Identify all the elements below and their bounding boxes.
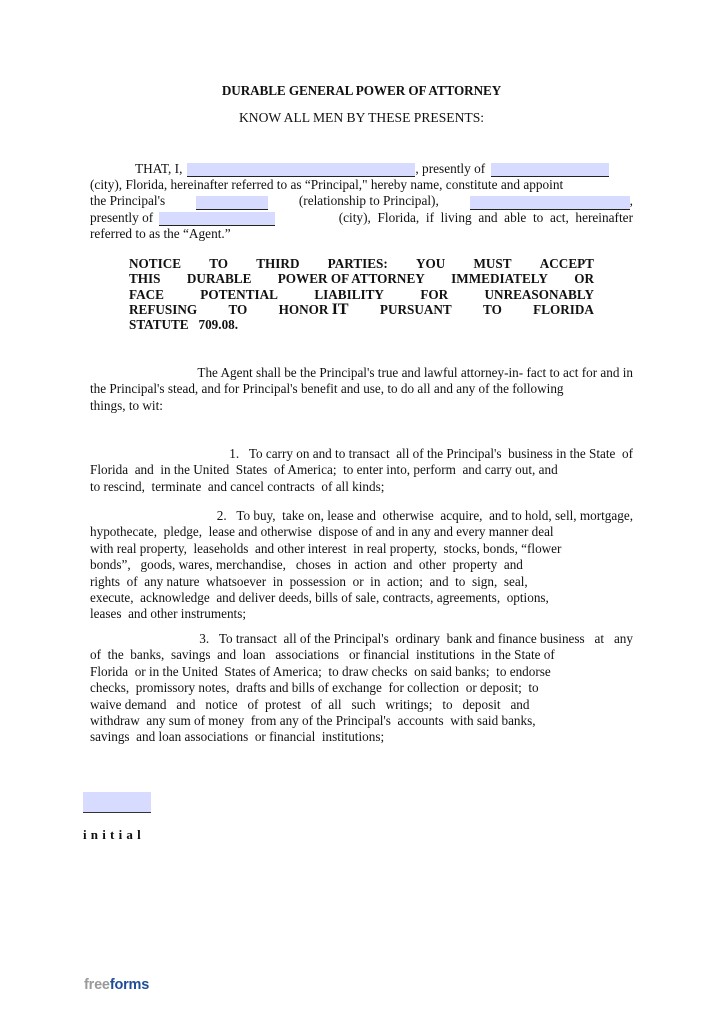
item-line	[90, 508, 633, 524]
power-item-3	[90, 631, 633, 746]
notice-word: PARTIES:	[327, 256, 388, 271]
notice-word: HONOR	[278, 301, 329, 317]
item-text: Florida or in the United States of America; to draw checks on said banks; to endorse	[90, 663, 551, 679]
notice-line-5	[129, 317, 594, 332]
intro-text-4: (city), Florida, if living and able to act, hereinafter	[338, 209, 633, 225]
brand-free: free	[84, 977, 110, 993]
intro-line-4	[90, 210, 633, 226]
item-line	[90, 680, 633, 696]
intro-comma: ,	[629, 193, 633, 209]
initial-label: initial	[83, 827, 145, 842]
intro-line-1	[90, 161, 633, 177]
notice-honor-it	[279, 302, 349, 317]
notice-to-third-parties	[129, 256, 594, 332]
agent-text: the Principal's stead, and for Principal's benefit and use, to do all and any of the following	[90, 381, 564, 397]
document-subtitle: KNOW ALL MEN BY THESE PRESENTS:	[238, 110, 485, 125]
notice-word: TO	[483, 301, 502, 317]
item-line	[90, 697, 633, 713]
notice-line-4	[129, 302, 594, 317]
item-line	[90, 713, 633, 729]
notice-word: REFUSING	[129, 301, 198, 317]
notice-word: FLORIDA	[533, 301, 594, 317]
power-item-2	[90, 508, 633, 623]
notice-word: THIRD	[256, 256, 300, 271]
item-text: leases and other instruments;	[90, 606, 247, 622]
initial-field[interactable]	[83, 792, 151, 813]
item-text: hypothecate, pledge, lease and otherwise dispose of and in any and every manner deal	[90, 524, 554, 540]
intro-line-3	[90, 193, 633, 209]
item-text: checks, promissory notes, drafts and bills of exchange for collection or deposit; to	[90, 680, 539, 696]
item-text: savings and loan associations or financial institutions;	[90, 729, 385, 745]
notice-word-it: IT	[331, 300, 349, 318]
item-text: with real property, leaseholds and other interest in real property, stocks, bonds, “flower	[90, 540, 562, 556]
item-text: 3. To transact all of the Principal's ordinary bank and finance business at any	[199, 630, 633, 646]
item-text: withdraw any sum of money from any of the Principal's accounts with said banks,	[90, 712, 536, 728]
item-line	[90, 590, 633, 606]
item-text: waive demand and notice of protest of all such writings; to deposit and	[90, 696, 530, 712]
notice-word: THIS	[129, 271, 161, 287]
item-line	[90, 446, 633, 462]
item-text: 2. To buy, take on, lease and otherwise acquire, and to hold, sell, mortgage,	[216, 507, 633, 523]
intro-paragraph	[90, 161, 633, 242]
relationship-field[interactable]	[196, 196, 268, 210]
intro-principals-label: the Principal's	[90, 193, 166, 209]
item-text: rights of any nature whatsoever in possession or in action; and to sign, seal,	[90, 573, 528, 589]
item-text: bonds”, goods, wares, merchandise, choses in action and other property and	[90, 557, 523, 573]
intro-line-2	[90, 177, 633, 193]
notice-word: POWER OF ATTORNEY	[277, 271, 425, 287]
intro-that-label: THAT, I,	[135, 160, 183, 176]
notice-line-1	[129, 256, 594, 271]
agent-text: The Agent shall be the Principal's true and lawful attorney-in- fact to act for and in	[197, 364, 633, 380]
agent-text: things, to wit:	[90, 397, 163, 413]
notice-word: TO	[228, 301, 248, 317]
notice-word: MUST	[473, 256, 512, 271]
notice-word: LIABILITY	[314, 286, 384, 302]
notice-word: IMMEDIATELY	[451, 271, 548, 287]
notice-word: FOR	[420, 286, 449, 302]
item-text: execute, acknowledge and deliver deeds, bills of sale, contracts, agreements, options,	[90, 589, 549, 605]
notice-word: YOU	[415, 256, 446, 271]
item-text: 1. To carry on and to transact all of the Principal's business in the State of	[229, 445, 633, 461]
notice-line-3	[129, 287, 594, 302]
notice-word: FACE	[129, 286, 164, 302]
notice-word: ACCEPT	[539, 256, 594, 271]
item-line	[90, 664, 633, 680]
intro-relationship-label: (relationship to Principal),	[298, 193, 439, 209]
principal-city-field[interactable]	[491, 163, 609, 177]
item-line	[90, 647, 633, 663]
item-line	[90, 631, 633, 647]
notice-line-2	[129, 271, 594, 286]
agent-line-3	[90, 398, 633, 414]
item-line	[90, 606, 633, 622]
notice-word: UNREASONABLY	[484, 286, 594, 302]
item-line	[90, 557, 633, 573]
power-item-1	[90, 446, 633, 495]
notice-word: OR	[574, 271, 594, 287]
agent-line-1	[90, 365, 633, 381]
item-line	[90, 524, 633, 540]
agent-paragraph	[90, 365, 633, 414]
item-line	[90, 479, 633, 495]
notice-word: POTENTIAL	[200, 286, 278, 302]
freeforms-logo	[84, 977, 149, 993]
agent-line-2	[90, 381, 633, 397]
item-text: to rescind, terminate and cancel contracts of all kinds;	[90, 478, 385, 494]
item-line	[90, 574, 633, 590]
agent-name-field[interactable]	[470, 196, 630, 210]
notice-word: DURABLE	[186, 271, 252, 287]
intro-text-5: referred to as the “Agent.”	[90, 225, 231, 241]
document-title: DURABLE GENERAL POWER OF ATTORNEY	[221, 83, 502, 98]
intro-presently-label: , presently of	[415, 160, 486, 176]
item-line	[90, 729, 633, 745]
notice-word: TO	[209, 256, 229, 271]
intro-text-2: (city), Florida, hereinafter referred to as “Principal," hereby name, constitute and appoint	[90, 177, 564, 193]
notice-statute: STATUTE 709.08.	[129, 317, 239, 333]
intro-presently-label-2: presently of	[90, 209, 154, 225]
agent-city-field[interactable]	[159, 212, 275, 226]
item-text: of the banks, savings and loan associations or financial institutions in the State of	[90, 647, 555, 663]
brand-forms: forms	[109, 977, 150, 993]
item-line	[90, 462, 633, 478]
item-text: Florida and in the United States of America; to enter into, perform and carry out, and	[90, 462, 558, 478]
principal-name-field[interactable]	[187, 163, 415, 177]
intro-line-5	[90, 226, 633, 242]
notice-word: PURSUANT	[379, 301, 452, 317]
item-line	[90, 541, 633, 557]
notice-word: NOTICE	[129, 256, 182, 271]
